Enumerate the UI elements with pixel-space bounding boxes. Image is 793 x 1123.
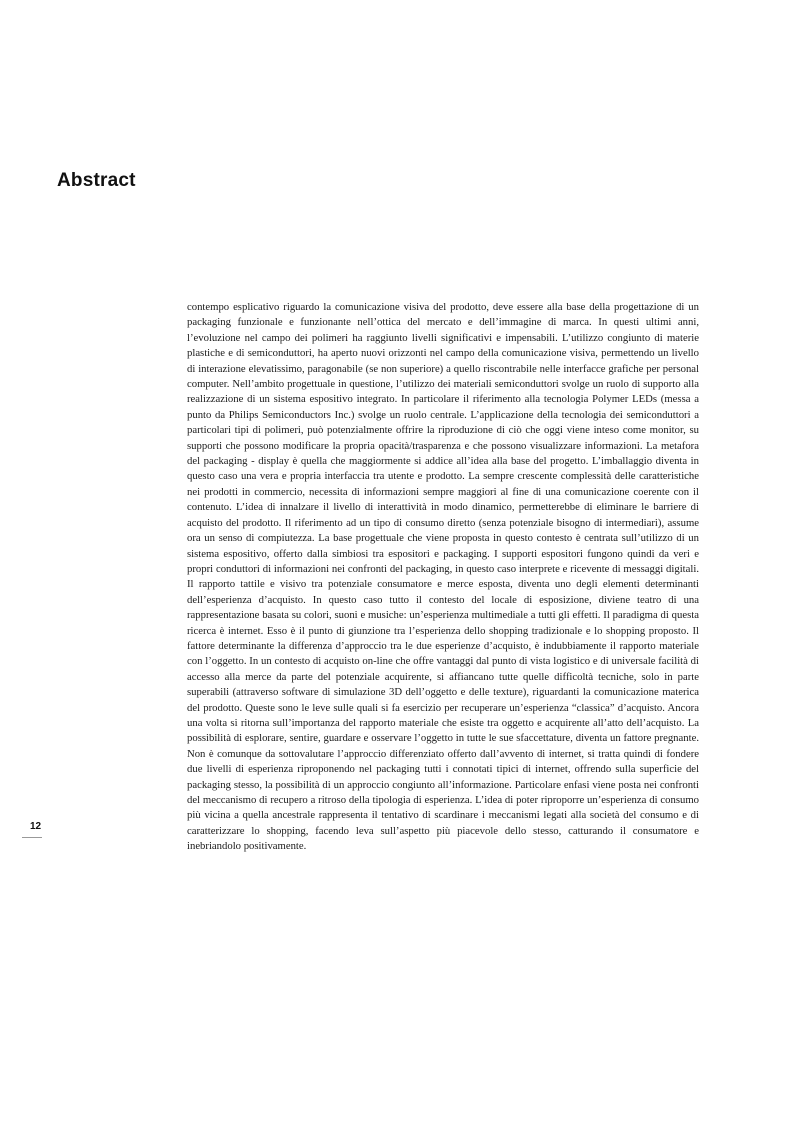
abstract-body-text: contempo esplicativo riguardo la comunicazione visiva del prodotto, deve essere alla base della progettazione di un packaging funzionale e funzionante nell’ottica del mercato e dell’immagine di marca. In questi ultimi anni, l’evoluzione nel campo dei polimeri ha raggiunto livelli significativi e impensabili. L’utilizzo congiunto di materie plastiche e di semiconduttori, ha aperto nuovi orizzonti nel campo della comunicazione visiva, permettendo un livello di interazione elevatissimo, paragonabile (se non superiore) a quello riscontrabile nelle interfacce grafiche per personal computer. Nell’ambito progettuale in questione, l’utilizzo dei materiali semiconduttori svolge un ruolo di supporto alla realizzazione di un sistema espositivo integrato. In particolare il riferimento alla tecnologia Polymer LEDs (messa a punto da Philips Semiconductors Inc.) svolge un ruolo centrale. L’applicazione della tecnologia dei semiconduttori a particolari tipi di polimeri, può potenzialmente offrire la riproduzione di ciò che oggi viene inteso come monitor, su supporti che possono modificare la propria opacità/trasparenza e che possono visualizzare informazioni. La metafora del packaging - display è quella che maggiormente si addice all’idea alla base del progetto. L’imballaggio diventa in questo caso una vera e propria interfaccia tra utente e prodotto. La sempre crescente complessità delle caratteristiche nei prodotti in commercio, necessita di informazioni sempre maggiori al fine di una comunicazione coerente con il contenuto. L’idea di innalzare il livello di interattività in modo dinamico, permetterebbe di eliminare le barriere di acquisto del prodotto. Il riferimento ad un tipo di consumo diretto (senza potenziale bisogno di intermediari), assume ora un senso di compiutezza. La base progettuale che viene proposta in questo contesto è centrata sull’utilizzo di un sistema espositivo, offerto dalla simbiosi tra espositori e packaging. I supporti espositori fungono quindi da veri e propri conduttori di informazioni nei confronti del packaging, in questo caso interprete e ricevente di messaggi digitali. Il rapporto tattile e visivo tra potenziale consumatore e merce esposta, diventa uno degli elementi determinanti dell’esperienza d’acquisto. In questo caso tutto il contesto del locale di esposizione, diviene teatro di una rappresentazione basata su colori, suoni e musiche: un’esperienza multimediale a tutti gli effetti. Il paradigma di questa ricerca è internet. Esso è il punto di giunzione tra l’esperienza dello shopping tradizionale e lo shopping proposto. Il fattore determinante la differenza d’approccio tra le due esperienze d’acquisto, è indubbiamente il rapporto materiale con l’oggetto. In un contesto di acquisto on-line che offre vantaggi dal punto di vista logistico e di universale facilità di accesso alla merce da parte del potenziale acquirente, si affiancano tutte quelle difficoltà tecniche, solo in parte superabili (attraverso software di simulazione 3D dell’oggetto e delle texture), riguardanti la comunicazione materica del prodotto. Queste sono le leve sulle quali si fa esercizio per recuperare un’esperienza “classica” d’acquisto. Ancora una volta si ritorna sull’importanza del rapporto materiale che esiste tra oggetto e acquirente all’atto dell’acquisto. La possibilità di esplorare, sentire, guardare e osservare l’oggetto in tutte le sue sfaccettature, diventa un fattore pregnante. Non è comunque da sottovalutare l’approccio differenziato offerto dall’avvento di internet, si tratta quindi di fondere due livelli di esperienza riproponendo nel packaging tutti i connotati tipici di internet, offrendo sulla superficie del packaging stesso, la possibilità di un approccio congiunto all’informazione. Particolare enfasi viene posta nei confronti del meccanismo di recupero a ritroso della tipologia di esperienza. L’idea di poter riproporre un’esperienza di consumo più vicina a quella ancestrale rappresenta il tentativo di scardinare i meccanismi legati alla società del consumo e di caratterizzare lo shopping, facendo leva sull’aspetto più piacevole dello stesso, catturando il consumatore e inebriandolo positivamente.	[187, 301, 699, 853]
page-number-rule	[22, 837, 42, 838]
page-number: 12	[30, 821, 42, 832]
section-title: Abstract	[57, 170, 136, 191]
